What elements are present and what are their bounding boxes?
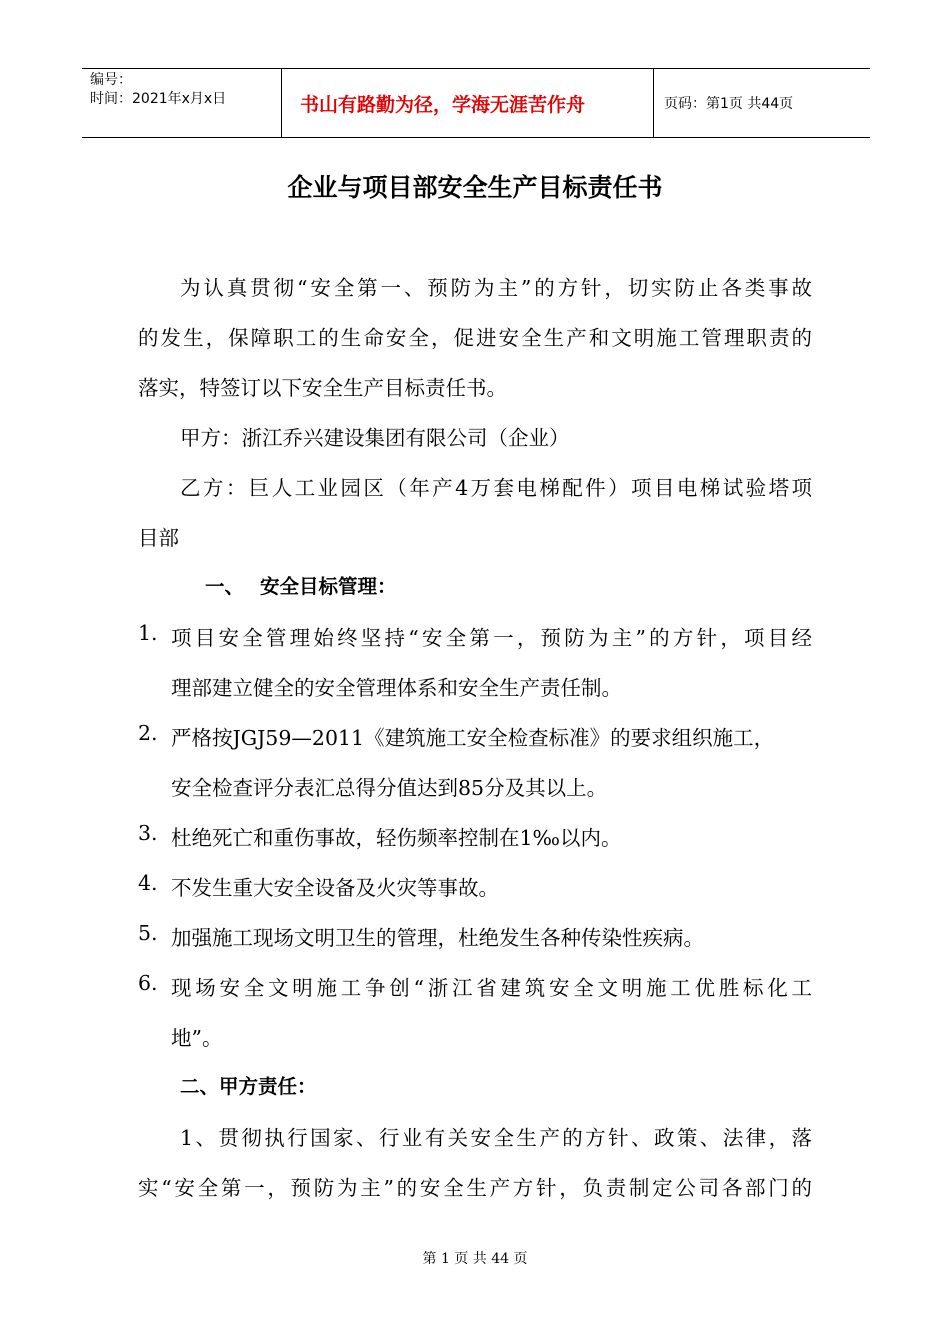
duty-a-line-1: 1、贯彻执行国家、行业有关安全生产的方针、政策、法律，落 bbox=[180, 1126, 812, 1150]
header-motto-cell bbox=[282, 69, 654, 137]
duty-a-line-2: 实“安全第一，预防为主”的安全生产方针，负责制定公司各部门的 bbox=[138, 1176, 812, 1200]
item-5-number: 5. bbox=[138, 921, 158, 945]
item-1-line-1: 项目安全管理始终坚持“安全第一，预防为主”的方针，项目经 bbox=[171, 626, 812, 650]
item-6-number: 6. bbox=[138, 971, 158, 995]
party-b-line-1: 乙方：巨人工业园区（年产4万套电梯配件）项目电梯试验塔项 bbox=[180, 476, 812, 500]
section2-title: 二、甲方责任： bbox=[180, 1075, 317, 1098]
header-meta-cell bbox=[82, 69, 282, 137]
item-2-line-2: 安全检查评分表汇总得分值达到85分及其以上。 bbox=[171, 776, 608, 800]
motto-text: 书山有路勤为径，学海无涯苦作舟 bbox=[300, 93, 586, 116]
party-a: 甲方：浙江乔兴建设集团有限公司（企业） bbox=[180, 426, 570, 450]
item-6-line-1: 现场安全文明施工争创“浙江省建筑安全文明施工优胜标化工 bbox=[171, 976, 812, 1000]
item-5-line-1: 加强施工现场文明卫生的管理，杜绝发生各种传染性疾病。 bbox=[171, 926, 704, 950]
intro-line-1: 为认真贯彻“安全第一、预防为主”的方针，切实防止各类事故 bbox=[180, 276, 812, 300]
page-info: 页码：第1页 共44页 bbox=[664, 96, 794, 112]
item-3-line-1: 杜绝死亡和重伤事故，轻伤频率控制在1‰以内。 bbox=[171, 826, 622, 850]
item-2-number: 2. bbox=[138, 721, 158, 745]
party-b-line-2: 目部 bbox=[138, 526, 179, 550]
item-6-line-2: 地”。 bbox=[171, 1026, 223, 1050]
item-4-line-1: 不发生重大安全设备及火灾等事故。 bbox=[171, 876, 499, 900]
section1-title: 安全目标管理： bbox=[260, 575, 397, 598]
header-page-cell bbox=[654, 69, 870, 137]
page-footer: 第 1 页 共 44 页 bbox=[422, 1251, 528, 1267]
intro-line-3: 落实，特签订以下安全生产目标责任书。 bbox=[138, 376, 507, 400]
item-1-line-2: 理部建立健全的安全管理体系和安全生产责任制。 bbox=[171, 676, 622, 700]
item-3-number: 3. bbox=[138, 821, 158, 845]
item-2-line-1: 严格按JGJ59—2011《建筑施工安全检查标准》的要求组织施工， bbox=[171, 726, 775, 750]
item-4-number: 4. bbox=[138, 871, 158, 895]
header-table bbox=[82, 68, 870, 138]
item-1-number: 1. bbox=[138, 621, 158, 645]
document-title: 企业与项目部安全生产目标责任书 bbox=[287, 173, 663, 202]
number-label: 编号： bbox=[90, 72, 132, 88]
time-label: 时间：2021年x月x日 bbox=[90, 91, 227, 107]
section1-number: 一、 bbox=[205, 575, 245, 598]
intro-line-2: 的发生，保障职工的生命安全，促进安全生产和文明施工管理职责的 bbox=[138, 326, 812, 350]
